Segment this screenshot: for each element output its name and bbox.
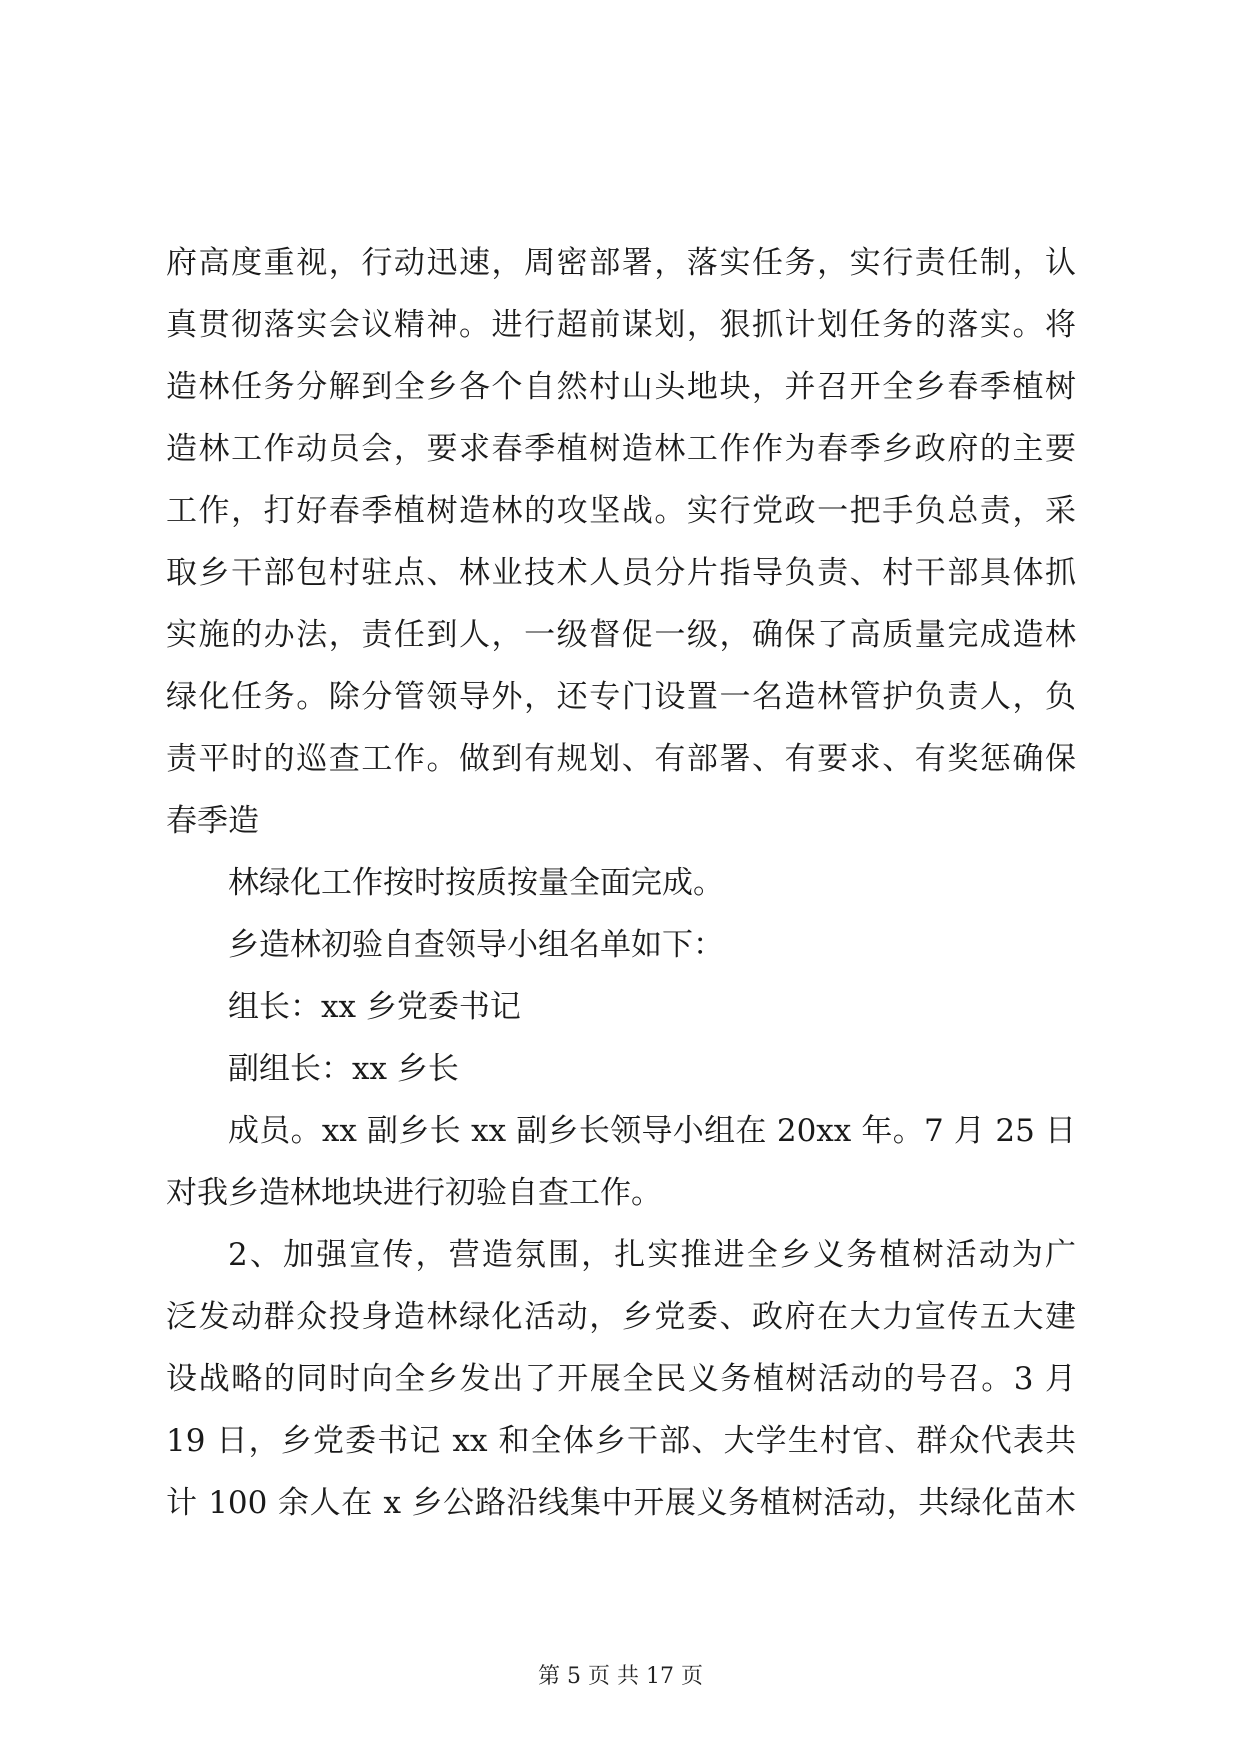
text-line: 林绿化工作按时按质按量全面完成。 (228, 865, 724, 901)
text-line: 19 日，乡党委书记 xx 和全体乡干部、大学生村官、群众代表共 (166, 1423, 1076, 1459)
text-line: 府高度重视，行动迅速，周密部署，落实任务，实行责任制，认 (166, 245, 1076, 281)
text-line: 乡造林初验自查领导小组名单如下： (228, 927, 724, 963)
text-line: 组长：xx 乡党委书记 (228, 989, 521, 1025)
text-line: 泛发动群众投身造林绿化活动，乡党委、政府在大力宣传五大建 (166, 1299, 1076, 1335)
text-line: 设战略的同时向全乡发出了开展全民义务植树活动的号召。3 月 (166, 1361, 1076, 1397)
body-text (166, 232, 1076, 1534)
text-line: 对我乡造林地块进行初验自查工作。 (166, 1175, 662, 1211)
text-line: 实施的办法，责任到人，一级督促一级，确保了高质量完成造林 (166, 617, 1076, 653)
text-line: 真贯彻落实会议精神。进行超前谋划，狠抓计划任务的落实。将 (166, 307, 1076, 343)
text-line: 责平时的巡查工作。做到有规划、有部署、有要求、有奖惩确保 (166, 741, 1076, 777)
text-line: 2、加强宣传，营造氛围，扎实推进全乡义务植树活动为广 (228, 1237, 1076, 1273)
text-line: 造林工作动员会，要求春季植树造林工作作为春季乡政府的主要 (166, 431, 1076, 467)
text-line: 副组长：xx 乡长 (228, 1051, 459, 1087)
text-line: 春季造 (166, 803, 259, 839)
text-line: 绿化任务。除分管领导外，还专门设置一名造林管护负责人，负 (166, 679, 1076, 715)
text-line: 工作，打好春季植树造林的攻坚战。实行党政一把手负总责，采 (166, 493, 1076, 529)
page-footer: 第 5 页 共 17 页 (538, 1664, 703, 1689)
text-line: 成员。xx 副乡长 xx 副乡长领导小组在 20xx 年。7 月 25 日 (228, 1113, 1076, 1149)
text-line: 造林任务分解到全乡各个自然村山头地块，并召开全乡春季植树 (166, 369, 1076, 405)
text-line: 计 100 余人在 x 乡公路沿线集中开展义务植树活动，共绿化苗木 (166, 1485, 1076, 1521)
text-line: 取乡干部包村驻点、林业技术人员分片指导负责、村干部具体抓 (166, 555, 1076, 591)
